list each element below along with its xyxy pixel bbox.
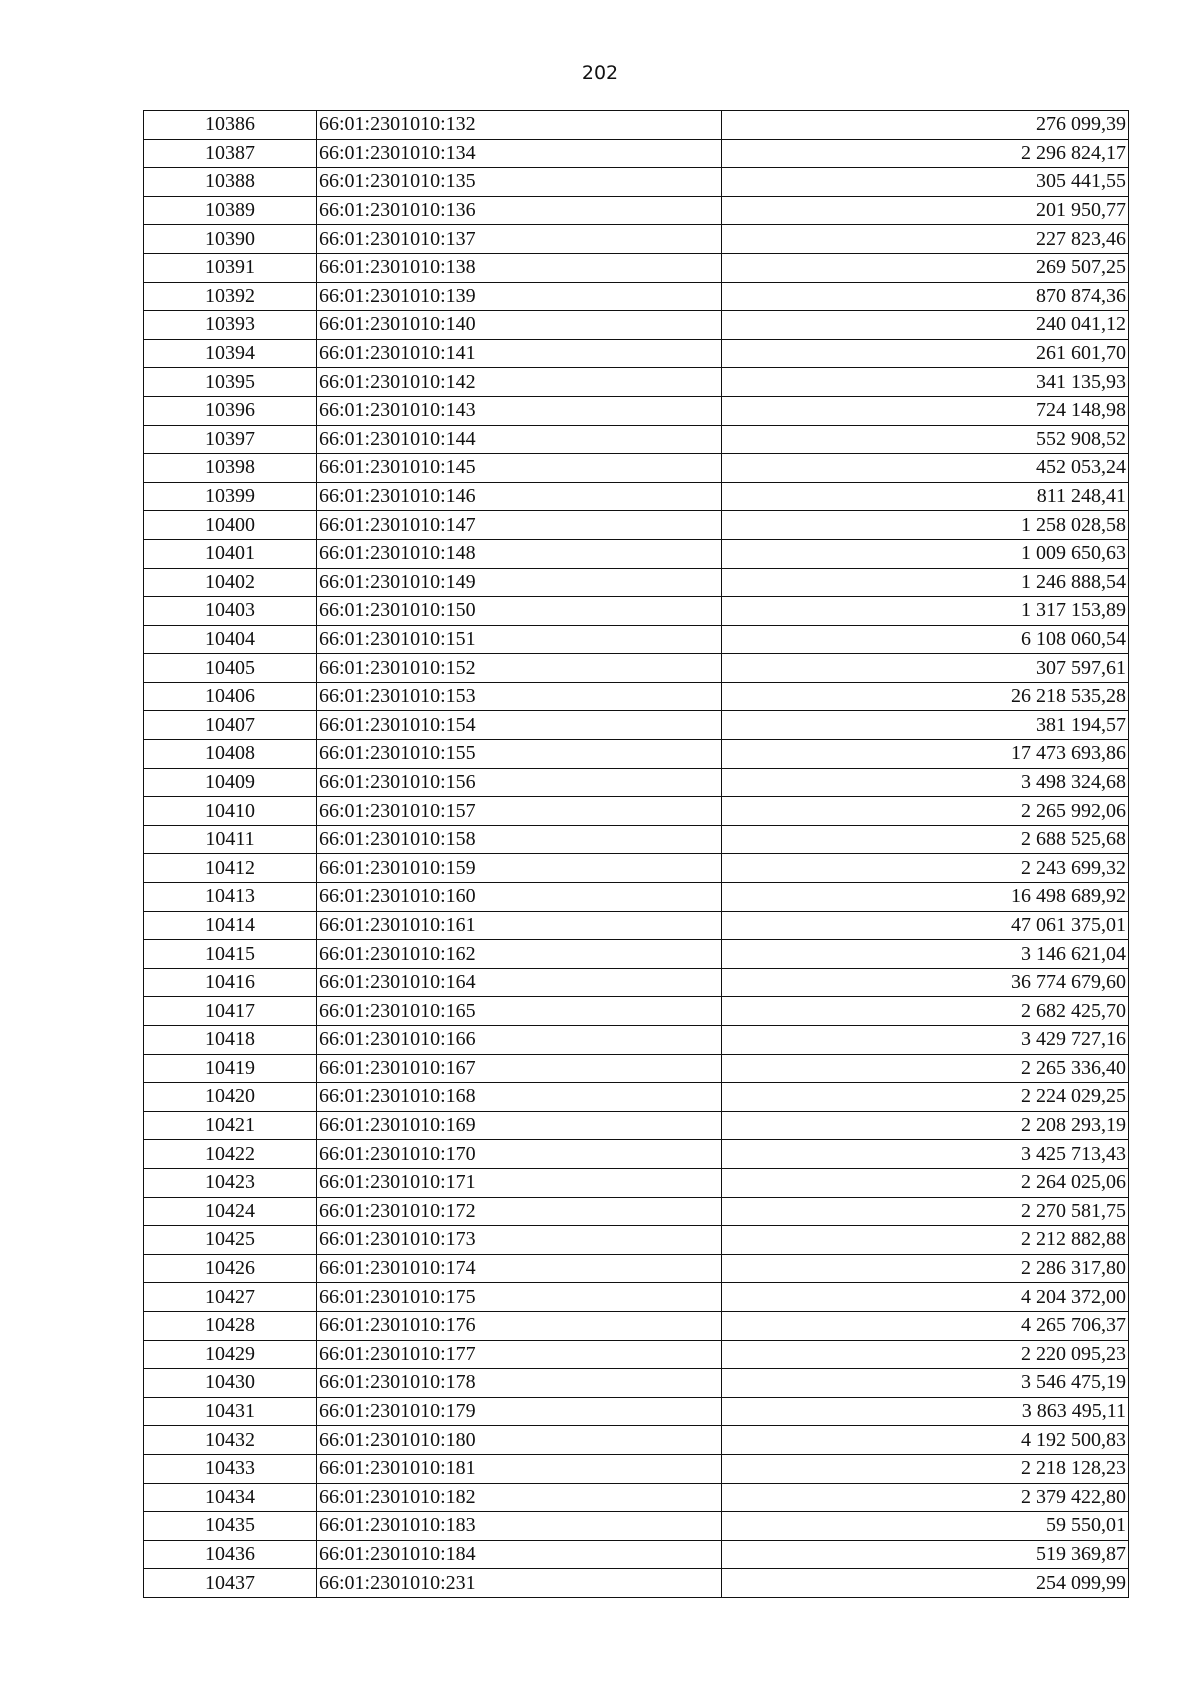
cadastral-number-cell: 66:01:2301010:178 [317,1369,722,1398]
cadastral-value-cell: 2 682 425,70 [722,997,1129,1026]
cadastral-value-cell: 2 208 293,19 [722,1111,1129,1140]
row-number-cell: 10432 [144,1426,317,1455]
table-row [144,1426,1129,1455]
cadastral-value-cell: 452 053,24 [722,454,1129,483]
cadastral-number-cell: 66:01:2301010:157 [317,797,722,826]
cadastral-value-cell: 1 258 028,58 [722,511,1129,540]
table-row [144,311,1129,340]
table-row [144,1254,1129,1283]
table-row [144,111,1129,140]
cadastral-number-cell: 66:01:2301010:159 [317,854,722,883]
cadastral-number-cell: 66:01:2301010:171 [317,1168,722,1197]
row-number-cell: 10424 [144,1197,317,1226]
row-number-cell: 10430 [144,1369,317,1398]
cadastral-value-cell: 1 246 888,54 [722,568,1129,597]
cadastral-number-cell: 66:01:2301010:175 [317,1283,722,1312]
cadastral-value-cell: 3 546 475,19 [722,1369,1129,1398]
row-number-cell: 10421 [144,1111,317,1140]
row-number-cell: 10404 [144,625,317,654]
cadastral-number-cell: 66:01:2301010:180 [317,1426,722,1455]
cadastral-value-cell: 4 192 500,83 [722,1426,1129,1455]
table-row [144,1026,1129,1055]
cadastral-number-cell: 66:01:2301010:181 [317,1454,722,1483]
table-row [144,883,1129,912]
cadastral-number-cell: 66:01:2301010:134 [317,139,722,168]
table-row [144,682,1129,711]
cadastral-number-cell: 66:01:2301010:149 [317,568,722,597]
row-number-cell: 10395 [144,368,317,397]
table-row [144,1140,1129,1169]
cadastral-value-cell: 2 265 336,40 [722,1054,1129,1083]
table-row [144,997,1129,1026]
cadastral-number-cell: 66:01:2301010:172 [317,1197,722,1226]
table-row [144,825,1129,854]
table-row [144,539,1129,568]
cadastral-number-cell: 66:01:2301010:152 [317,654,722,683]
table-row [144,1283,1129,1312]
table-row [144,1397,1129,1426]
table-body [144,111,1129,1598]
table-row [144,425,1129,454]
row-number-cell: 10413 [144,883,317,912]
cadastral-value-cell: 2 264 025,06 [722,1168,1129,1197]
row-number-cell: 10405 [144,654,317,683]
table-row [144,225,1129,254]
cadastral-number-cell: 66:01:2301010:156 [317,768,722,797]
cadastral-number-cell: 66:01:2301010:161 [317,911,722,940]
cadastral-value-cell: 3 146 621,04 [722,940,1129,969]
cadastral-number-cell: 66:01:2301010:151 [317,625,722,654]
cadastral-number-cell: 66:01:2301010:177 [317,1340,722,1369]
cadastral-number-cell: 66:01:2301010:162 [317,940,722,969]
row-number-cell: 10425 [144,1226,317,1255]
cadastral-number-cell: 66:01:2301010:182 [317,1483,722,1512]
table-row [144,454,1129,483]
table-row [144,597,1129,626]
table-row [144,625,1129,654]
cadastral-number-cell: 66:01:2301010:139 [317,282,722,311]
row-number-cell: 10418 [144,1026,317,1055]
cadastral-number-cell: 66:01:2301010:176 [317,1311,722,1340]
cadastral-value-cell: 305 441,55 [722,168,1129,197]
cadastral-value-cell: 381 194,57 [722,711,1129,740]
row-number-cell: 10398 [144,454,317,483]
row-number-cell: 10416 [144,968,317,997]
row-number-cell: 10407 [144,711,317,740]
table-row [144,797,1129,826]
table-row [144,711,1129,740]
cadastral-number-cell: 66:01:2301010:146 [317,482,722,511]
row-number-cell: 10389 [144,196,317,225]
cadastral-value-cell: 2 379 422,80 [722,1483,1129,1512]
cadastral-value-cell: 36 774 679,60 [722,968,1129,997]
cadastral-number-cell: 66:01:2301010:160 [317,883,722,912]
cadastral-value-cell: 16 498 689,92 [722,883,1129,912]
table-row [144,1569,1129,1598]
table-row [144,740,1129,769]
row-number-cell: 10436 [144,1540,317,1569]
cadastral-value-cell: 276 099,39 [722,111,1129,140]
cadastral-number-cell: 66:01:2301010:143 [317,396,722,425]
cadastral-number-cell: 66:01:2301010:137 [317,225,722,254]
table-row [144,1369,1129,1398]
row-number-cell: 10412 [144,854,317,883]
row-number-cell: 10401 [144,539,317,568]
cadastral-number-cell: 66:01:2301010:184 [317,1540,722,1569]
row-number-cell: 10388 [144,168,317,197]
cadastral-value-cell: 3 863 495,11 [722,1397,1129,1426]
row-number-cell: 10399 [144,482,317,511]
cadastral-value-cell: 341 135,93 [722,368,1129,397]
row-number-cell: 10431 [144,1397,317,1426]
table-row [144,1311,1129,1340]
cadastral-number-cell: 66:01:2301010:169 [317,1111,722,1140]
table-row [144,1483,1129,1512]
table-row [144,1512,1129,1541]
table-row [144,1340,1129,1369]
cadastral-number-cell: 66:01:2301010:145 [317,454,722,483]
table-row [144,196,1129,225]
cadastral-value-cell: 4 204 372,00 [722,1283,1129,1312]
row-number-cell: 10417 [144,997,317,1026]
row-number-cell: 10427 [144,1283,317,1312]
cadastral-value-cell: 724 148,98 [722,396,1129,425]
row-number-cell: 10435 [144,1512,317,1541]
row-number-cell: 10429 [144,1340,317,1369]
cadastral-number-cell: 66:01:2301010:168 [317,1083,722,1112]
cadastral-value-cell: 552 908,52 [722,425,1129,454]
cadastral-number-cell: 66:01:2301010:154 [317,711,722,740]
row-number-cell: 10433 [144,1454,317,1483]
row-number-cell: 10415 [144,940,317,969]
row-number-cell: 10394 [144,339,317,368]
cadastral-value-cell: 26 218 535,28 [722,682,1129,711]
cadastral-value-table [143,110,1129,1598]
cadastral-number-cell: 66:01:2301010:179 [317,1397,722,1426]
cadastral-value-cell: 227 823,46 [722,225,1129,254]
cadastral-value-cell: 870 874,36 [722,282,1129,311]
cadastral-value-cell: 240 041,12 [722,311,1129,340]
row-number-cell: 10408 [144,740,317,769]
table-row [144,1540,1129,1569]
cadastral-number-cell: 66:01:2301010:147 [317,511,722,540]
table-row [144,511,1129,540]
cadastral-number-cell: 66:01:2301010:158 [317,825,722,854]
cadastral-value-cell: 261 601,70 [722,339,1129,368]
cadastral-value-cell: 3 429 727,16 [722,1026,1129,1055]
table-row [144,1111,1129,1140]
cadastral-value-cell: 519 369,87 [722,1540,1129,1569]
table-row [144,339,1129,368]
cadastral-value-cell: 3 425 713,43 [722,1140,1129,1169]
cadastral-value-cell: 2 220 095,23 [722,1340,1129,1369]
cadastral-value-cell: 4 265 706,37 [722,1311,1129,1340]
row-number-cell: 10396 [144,396,317,425]
cadastral-value-cell: 2 286 317,80 [722,1254,1129,1283]
cadastral-number-cell: 66:01:2301010:170 [317,1140,722,1169]
cadastral-value-cell: 254 099,99 [722,1569,1129,1598]
cadastral-value-cell: 2 270 581,75 [722,1197,1129,1226]
row-number-cell: 10402 [144,568,317,597]
row-number-cell: 10434 [144,1483,317,1512]
table-row [144,1054,1129,1083]
row-number-cell: 10386 [144,111,317,140]
row-number-cell: 10428 [144,1311,317,1340]
cadastral-value-cell: 2 224 029,25 [722,1083,1129,1112]
table-row [144,940,1129,969]
row-number-cell: 10390 [144,225,317,254]
cadastral-value-cell: 59 550,01 [722,1512,1129,1541]
row-number-cell: 10409 [144,768,317,797]
cadastral-value-cell: 2 212 882,88 [722,1226,1129,1255]
cadastral-value-cell: 3 498 324,68 [722,768,1129,797]
table-row [144,968,1129,997]
table-row [144,768,1129,797]
table-row [144,1197,1129,1226]
table-row [144,854,1129,883]
cadastral-value-cell: 2 688 525,68 [722,825,1129,854]
table-row [144,168,1129,197]
table-row [144,1083,1129,1112]
cadastral-value-cell: 1 317 153,89 [722,597,1129,626]
row-number-cell: 10403 [144,597,317,626]
row-number-cell: 10393 [144,311,317,340]
cadastral-value-cell: 2 218 128,23 [722,1454,1129,1483]
row-number-cell: 10420 [144,1083,317,1112]
cadastral-number-cell: 66:01:2301010:140 [317,311,722,340]
cadastral-number-cell: 66:01:2301010:165 [317,997,722,1026]
cadastral-number-cell: 66:01:2301010:132 [317,111,722,140]
cadastral-number-cell: 66:01:2301010:135 [317,168,722,197]
table-row [144,568,1129,597]
cadastral-value-cell: 17 473 693,86 [722,740,1129,769]
table-row [144,1168,1129,1197]
cadastral-value-cell: 2 265 992,06 [722,797,1129,826]
row-number-cell: 10414 [144,911,317,940]
row-number-cell: 10392 [144,282,317,311]
table-row [144,911,1129,940]
table-row [144,654,1129,683]
table-row [144,368,1129,397]
cadastral-value-cell: 269 507,25 [722,253,1129,282]
cadastral-number-cell: 66:01:2301010:231 [317,1569,722,1598]
table-row [144,1454,1129,1483]
cadastral-number-cell: 66:01:2301010:141 [317,339,722,368]
table-row [144,282,1129,311]
row-number-cell: 10423 [144,1168,317,1197]
row-number-cell: 10397 [144,425,317,454]
table-row [144,482,1129,511]
cadastral-number-cell: 66:01:2301010:136 [317,196,722,225]
row-number-cell: 10406 [144,682,317,711]
cadastral-number-cell: 66:01:2301010:173 [317,1226,722,1255]
cadastral-number-cell: 66:01:2301010:142 [317,368,722,397]
table-row [144,139,1129,168]
table-row [144,1226,1129,1255]
cadastral-number-cell: 66:01:2301010:153 [317,682,722,711]
row-number-cell: 10419 [144,1054,317,1083]
row-number-cell: 10426 [144,1254,317,1283]
row-number-cell: 10400 [144,511,317,540]
cadastral-number-cell: 66:01:2301010:155 [317,740,722,769]
cadastral-number-cell: 66:01:2301010:148 [317,539,722,568]
cadastral-value-cell: 1 009 650,63 [722,539,1129,568]
row-number-cell: 10410 [144,797,317,826]
row-number-cell: 10422 [144,1140,317,1169]
cadastral-number-cell: 66:01:2301010:150 [317,597,722,626]
cadastral-value-cell: 47 061 375,01 [722,911,1129,940]
table-row [144,396,1129,425]
cadastral-value-cell: 6 108 060,54 [722,625,1129,654]
page-number: 202 [581,62,619,84]
cadastral-number-cell: 66:01:2301010:174 [317,1254,722,1283]
cadastral-number-cell: 66:01:2301010:164 [317,968,722,997]
cadastral-value-cell: 201 950,77 [722,196,1129,225]
row-number-cell: 10391 [144,253,317,282]
cadastral-number-cell: 66:01:2301010:144 [317,425,722,454]
cadastral-value-cell: 811 248,41 [722,482,1129,511]
cadastral-value-cell: 307 597,61 [722,654,1129,683]
cadastral-value-cell: 2 296 824,17 [722,139,1129,168]
row-number-cell: 10411 [144,825,317,854]
cadastral-number-cell: 66:01:2301010:167 [317,1054,722,1083]
cadastral-number-cell: 66:01:2301010:138 [317,253,722,282]
cadastral-value-cell: 2 243 699,32 [722,854,1129,883]
row-number-cell: 10387 [144,139,317,168]
cadastral-number-cell: 66:01:2301010:166 [317,1026,722,1055]
table-row [144,253,1129,282]
row-number-cell: 10437 [144,1569,317,1598]
cadastral-number-cell: 66:01:2301010:183 [317,1512,722,1541]
